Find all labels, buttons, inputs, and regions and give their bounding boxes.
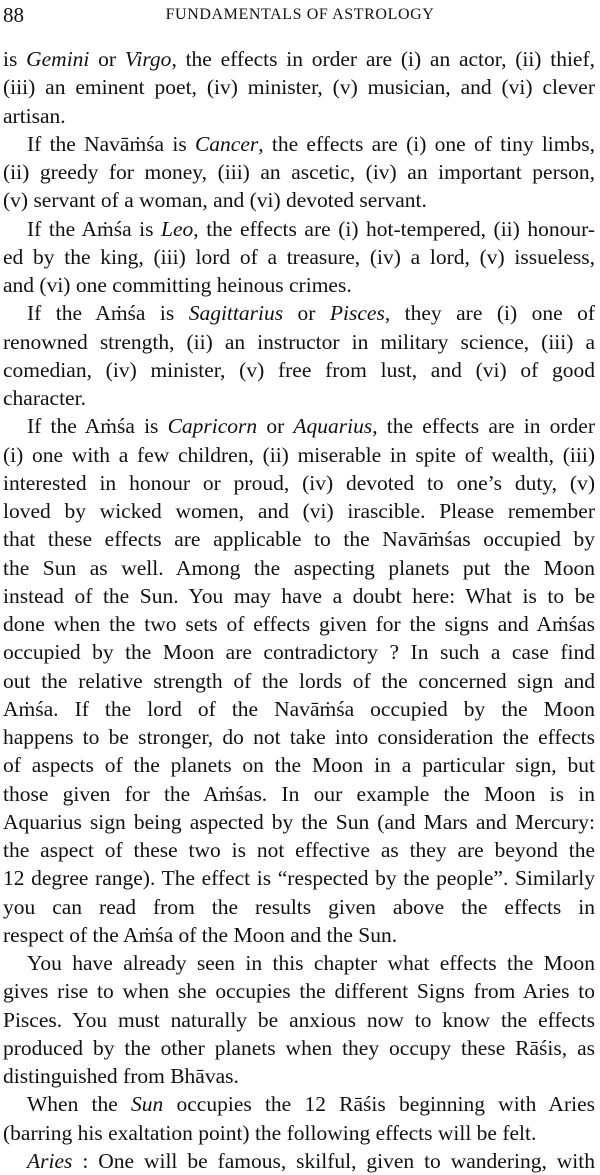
text-span: , the effects in order are (i) an actor, (ii) thief, [171, 47, 595, 71]
italic-term: Virgo [124, 47, 172, 71]
text-span: interested in honour or proud, (iv) devoted to one’s duty, (v) [3, 470, 595, 495]
text-line [3, 356, 595, 384]
text-line [3, 1006, 595, 1034]
running-title: FUNDAMENTALS OF ASTROLOGY [165, 6, 435, 23]
text-line [3, 751, 595, 779]
text-line [3, 1147, 595, 1175]
page-header [0, 0, 600, 32]
text-line [3, 45, 595, 73]
text-line [3, 893, 595, 921]
text-span: You have already seen in this chapter what effects the Moon [27, 951, 595, 975]
page-number: 88 [3, 3, 24, 27]
text-span: , the effects are (i) one of tiny limbs, [258, 131, 595, 156]
text-span: ed by the king, (iii) lord of a treasure, (iv) a lord, (v) issueless, [3, 244, 595, 269]
text-span: or [283, 301, 330, 326]
text-span: you can read from the results given above the effects in [3, 894, 595, 919]
text-span: or [89, 47, 125, 71]
text-span: (v) servant of a woman, and (vi) devoted servant. [3, 188, 427, 213]
text-span: (barring his exaltation point) the following effects will be felt. [3, 1120, 537, 1145]
text-line [3, 1119, 595, 1147]
text-line [3, 469, 595, 497]
text-span: of aspects of the planets on the Moon in a particular sign, but [3, 753, 595, 778]
text-span: respect of the Aṁśa of the Moon and the Sun. [3, 922, 398, 947]
italic-term: Sagittarius [188, 301, 284, 326]
text-line [3, 102, 595, 130]
text-line [3, 1034, 595, 1062]
text-line [3, 1090, 595, 1118]
text-line [3, 497, 595, 525]
text-span: occupies the 12 Rāśis beginning with Aries [163, 1092, 595, 1117]
text-span: out the relative strength of the lords of the concerned sign and [3, 668, 595, 693]
text-line [3, 723, 595, 751]
text-line [3, 299, 595, 327]
text-line [3, 158, 595, 186]
italic-term: Sun [131, 1092, 164, 1117]
italic-term: Leo [161, 216, 194, 241]
text-span: If the Aṁśa is [27, 216, 162, 241]
text-span: If the Aṁśa is [27, 301, 189, 326]
text-span: (ii) greedy for money, (iii) an ascetic, (iv) an important person, [3, 160, 595, 184]
text-span: 12 degree range). The effect is “respected by the people”. Similarly [3, 866, 595, 891]
text-line [3, 441, 595, 469]
text-line [3, 864, 595, 892]
text-line [3, 977, 595, 1005]
text-span: If the Aṁśa is [27, 414, 168, 439]
italic-term: Capricorn [167, 414, 258, 439]
text-span: : One will be famous, skilful, given to wandering, with [72, 1148, 595, 1173]
text-span: Aṁśa. If the lord of the Navāṁśa occupied by the Moon [3, 696, 595, 721]
text-span: comedian, (iv) minister, (v) free from lust, and (vi) of good [3, 357, 595, 382]
text-span: is [3, 47, 27, 71]
text-line [3, 525, 595, 553]
text-span: distinguished from Bhāvas. [3, 1064, 239, 1088]
text-span: that these effects are applicable to the Navāṁśas occupied by [3, 527, 595, 552]
text-span: character. [3, 386, 86, 410]
text-span: , the effects are (i) hot-tempered, (ii) honour- [193, 216, 595, 241]
text-span: the aspect of these two is not effective as they are beyond the [3, 838, 595, 862]
text-line [3, 582, 595, 610]
text-span: artisan. [3, 103, 66, 128]
text-span: or [257, 414, 294, 439]
text-span: and (vi) one committing heinous crimes. [3, 273, 352, 297]
text-span: occupied by the Moon are contradictory ? In such a case find [3, 640, 595, 665]
italic-term: Aquarius [293, 414, 373, 439]
italic-term: Cancer [194, 131, 259, 156]
text-line [3, 412, 595, 440]
text-line [3, 186, 595, 214]
text-span: Aquarius sign being aspected by the Sun (and Mars and Mercury: [3, 809, 595, 834]
text-span: (i) one with a few children, (ii) miserable in spite of wealth, (iii) [3, 442, 595, 467]
text-span: gives rise to when she occupies the different Signs from Aries to [3, 979, 595, 1004]
text-line [3, 949, 595, 977]
text-span: the Sun as well. Among the aspecting planets put the Moon [3, 555, 595, 580]
text-span: Pisces. You must naturally be anxious now to know the effects [3, 1007, 595, 1032]
text-line [3, 667, 595, 695]
text-span: loved by wicked women, and (vi) irascible. Please remember [3, 499, 595, 523]
text-line [3, 610, 595, 638]
text-span: produced by the other planets when they occupy these Rāśis, as [3, 1035, 595, 1060]
text-line [3, 780, 595, 808]
italic-term: Pisces [329, 301, 385, 326]
text-line [3, 695, 595, 723]
text-span: happens to be stronger, do not take into consideration the effects [3, 725, 595, 749]
text-line [3, 921, 595, 949]
text-span: done when the two sets of effects given for the signs and Aṁśas [3, 612, 595, 636]
text-line [3, 1062, 595, 1090]
text-span: renowned strength, (ii) an instructor in military science, (iii) a [3, 329, 595, 354]
text-line [3, 243, 595, 271]
italic-term: Aries [27, 1148, 73, 1173]
text-span: (iii) an eminent poet, (iv) minister, (v) musician, and (vi) clever [3, 75, 595, 100]
text-span: , the effects are in order [372, 414, 595, 439]
text-line [3, 328, 595, 356]
text-line [3, 808, 595, 836]
text-span: , they are (i) one of [384, 301, 595, 326]
text-span: When the [27, 1092, 132, 1117]
text-line [3, 554, 595, 582]
text-line [3, 271, 595, 299]
text-line [3, 73, 595, 101]
text-span: those given for the Aṁśas. In our example the Moon is in [3, 781, 595, 806]
text-span: If the Navāṁśa is [27, 131, 195, 156]
text-line [3, 836, 595, 864]
italic-term: Gemini [26, 47, 90, 71]
text-line [3, 130, 595, 158]
text-line [3, 384, 595, 412]
text-span: instead of the Sun. You may have a doubt here: What is to be [3, 583, 595, 608]
text-line [3, 638, 595, 666]
text-line [3, 215, 595, 243]
body-text [3, 45, 595, 1175]
